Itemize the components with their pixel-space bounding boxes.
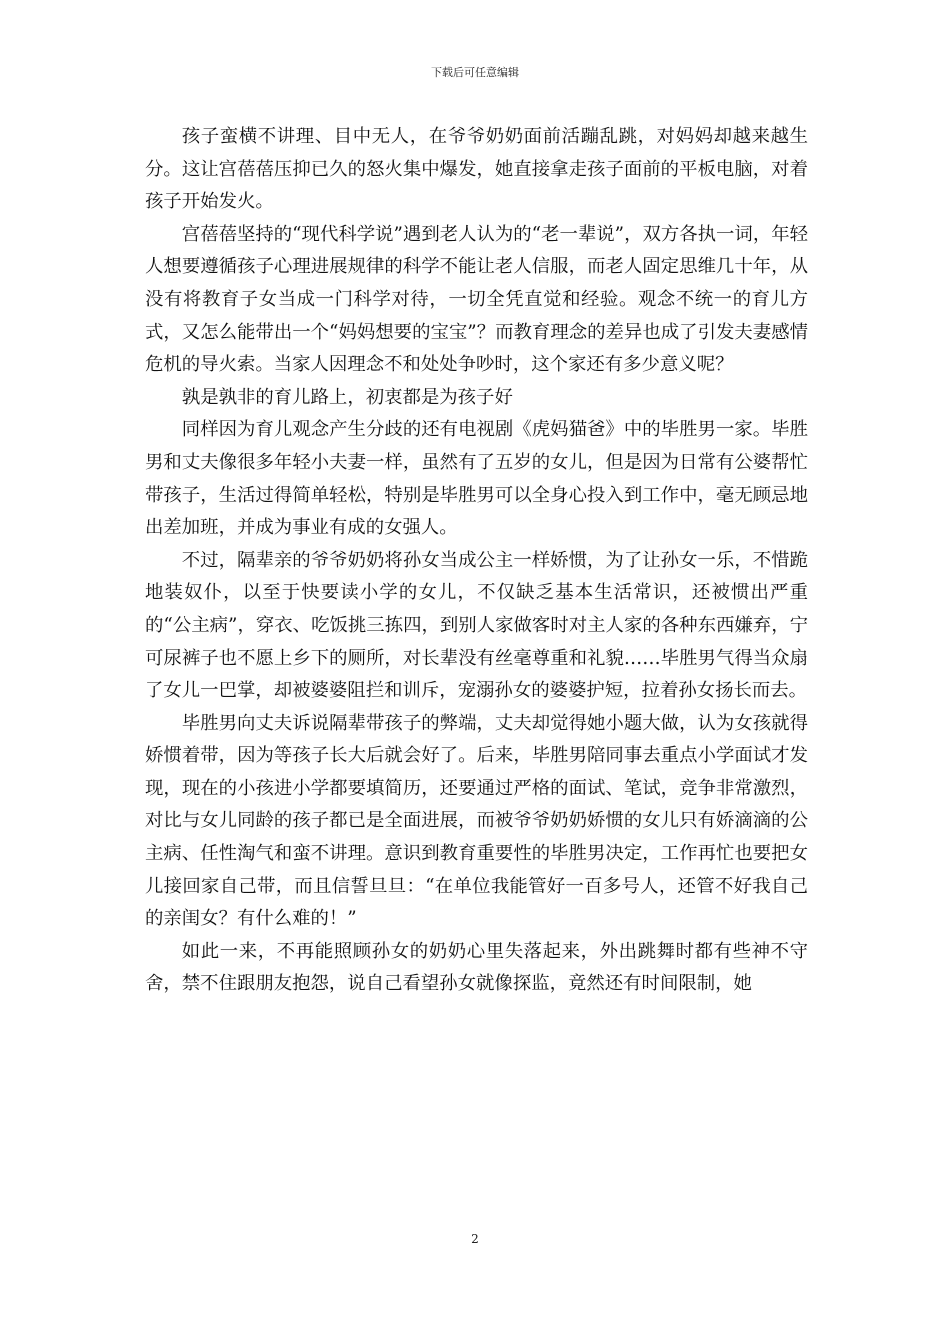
paragraph: 毕胜男向丈夫诉说隔辈带孩子的弊端，丈夫却觉得她小题大做，认为女孩就得娇惯着带，因为等孩子长大后就会好了。后来，毕胜男陪同事去重点小学面试才发现，现在的小孩进小学都要填简历，还要通过严格的面试、笔试，竞争非常激烈，对比与女儿同龄的孩子都已是全面进展，而被爷爷奶奶娇惯的女儿只有娇滴滴的公主病、任性淘气和蛮不讲理。意识到教育重要性的毕胜男决定，工作再忙也要把女儿接回家自己带，而且信誓旦旦：“在单位我能管好一百多号人，还管不好我自己的亲闺女？有什么难的！” [145, 712, 808, 930]
paragraph: 宫蓓蓓坚持的“现代科学说”遇到老人认为的“老一辈说”，双方各执一词，年轻人想要遵循孩子心理进展规律的科学不能让老人信服，而老人固定思维几十年，从没有将教育子女当成一门科学对待，一切全凭直觉和经验。观念不统一的育儿方式，又怎么能带出一个“妈妈想要的宝宝”？而教育理念的差异也成了引发夫妻感情危机的导火索。当家人因理念不和处处争吵时，这个家还有多少意义呢？ [145, 223, 808, 376]
paragraph: 不过，隔辈亲的爷爷奶奶将孙女当成公主一样娇惯，为了让孙女一乐，不惜跪地装奴仆，以至于快要读小学的女儿，不仅缺乏基本生活常识，还被惯出严重的“公主病”，穿衣、吃饭挑三拣四，到别人家做客时对主人家的各种东西嫌弃，宁可尿裤子也不愿上乡下的厕所，对长辈没有丝毫尊重和礼貌……毕胜男气得当众扇了女儿一巴掌，却被婆婆阻拦和训斥，宠溺孙女的婆婆护短，拉着孙女扬长而去。 [145, 549, 808, 702]
paragraph: 如此一来，不再能照顾孙女的奶奶心里失落起来，外出跳舞时都有些神不守舍，禁不住跟朋友抱怨，说自己看望孙女就像探监，竟然还有时间限制，她 [145, 940, 808, 995]
paragraph: 同样因为育儿观念产生分歧的还有电视剧《虎妈猫爸》中的毕胜男一家。毕胜男和丈夫像很多年轻小夫妻一样，虽然有了五岁的女儿，但是因为日常有公婆帮忙带孩子，生活过得简单轻松，特别是毕胜男可以全身心投入到工作中，毫无顾忌地出差加班，并成为事业有成的女强人。 [145, 419, 808, 539]
section-heading: 孰是孰非的育儿路上，初衷都是为孩子好 [181, 386, 513, 408]
paragraph: 孩子蛮横不讲理、目中无人，在爷爷奶奶面前活蹦乱跳，对妈妈却越来越生分。这让宫蓓蓓压抑已久的怒火集中爆发，她直接拿走孩子面前的平板电脑，对着孩子开始发火。 [145, 126, 808, 213]
page-number: 2 [471, 1232, 479, 1246]
page-header: 下载后可任意编辑 [431, 66, 519, 79]
body-text [145, 121, 808, 1001]
